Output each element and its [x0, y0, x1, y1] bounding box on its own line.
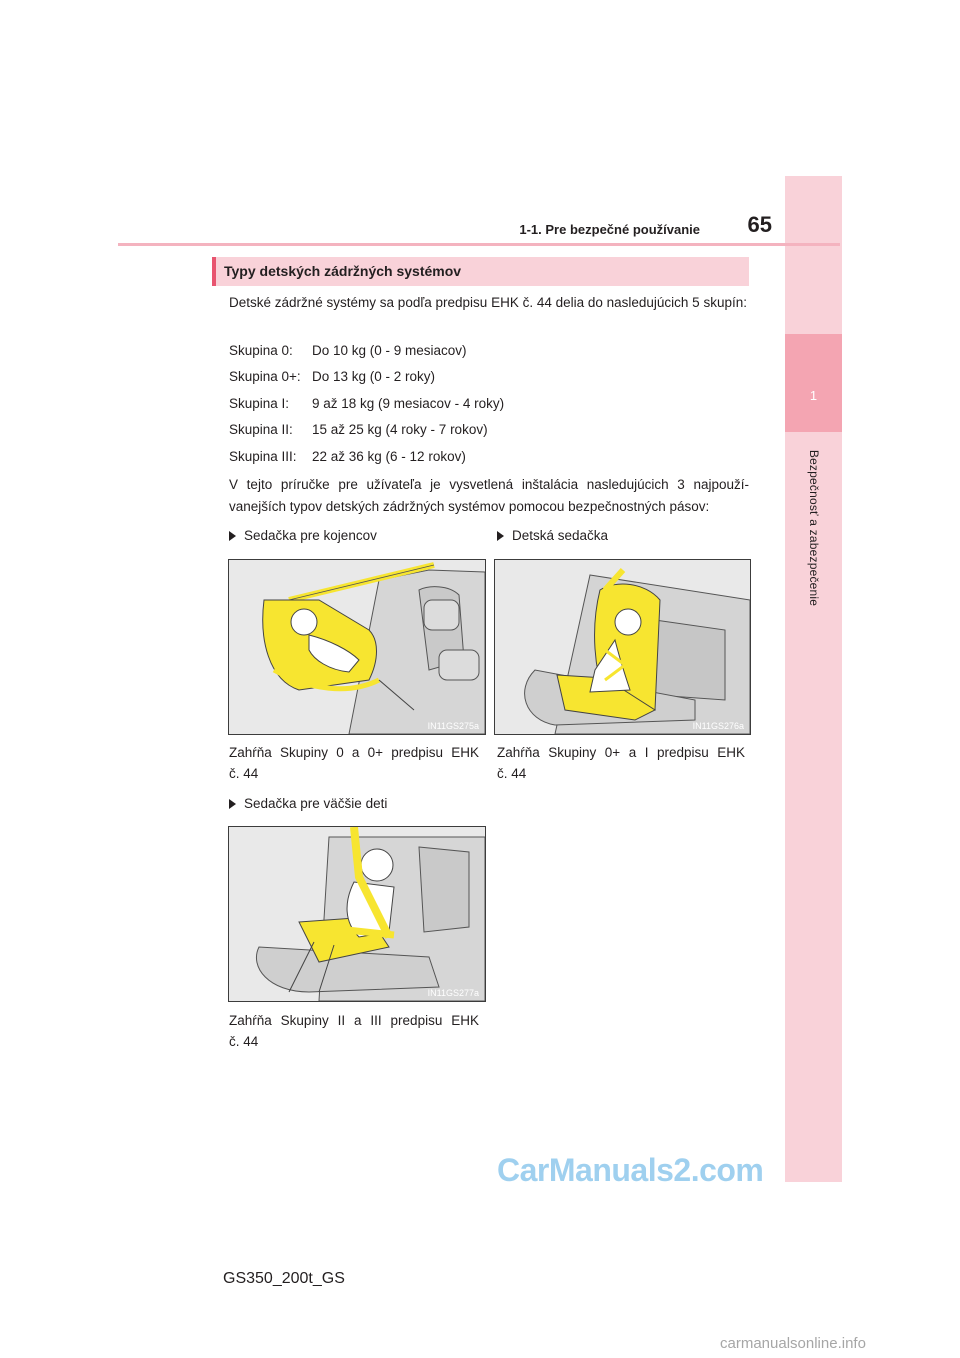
seat-bullet-booster: [229, 796, 387, 811]
figure-code: IN11GS276a: [692, 721, 744, 731]
header-divider: [118, 243, 840, 246]
carmanuals-watermark[interactable]: [497, 1152, 764, 1190]
booster-seat-drawing: [229, 827, 485, 1001]
carmanualsonline-watermark[interactable]: carmanualsonline.info: [720, 1335, 866, 1352]
child-seat-drawing: [495, 560, 750, 734]
chapter-title-vertical: [804, 440, 824, 616]
group-value: 9 až 18 kg (9 mesiacov - 4 roky): [312, 396, 505, 411]
seat-bullet-child: [497, 528, 608, 543]
group-row-4: [229, 449, 466, 464]
seat-bullet-infant: [229, 528, 377, 543]
group-row-3: [229, 422, 488, 437]
figure-code: IN11GS275a: [427, 721, 479, 731]
child-seat-illustration: [494, 559, 751, 735]
group-value: Do 10 kg (0 - 9 mesiacov): [312, 343, 467, 358]
footer-model-code: GS350_200t_GS: [223, 1270, 345, 1287]
group-row-2: [229, 396, 504, 411]
seat-caption-child: [497, 742, 745, 784]
bullet-triangle-icon: [497, 531, 504, 541]
explain-paragraph: V tejto príručke pre užívateľa je vysvetlená inštalácia nasledujúcich 3 najpoužívanejších typov detských zádržných systémov pomocou bezpečnostných pásov:: [229, 477, 749, 514]
bullet-triangle-icon: [229, 531, 236, 541]
group-label: Skupina II:: [229, 422, 293, 437]
seat-title: Detská sedačka: [512, 528, 609, 543]
group-row-0: [229, 343, 467, 358]
group-row-1: [229, 369, 435, 384]
caption-line-1: Zahŕňa Skupiny 0 a 0+ predpisu EHK: [229, 745, 479, 760]
group-value: 22 až 36 kg (6 - 12 rokov): [312, 449, 466, 464]
group-value: 15 až 25 kg (4 roky - 7 rokov): [312, 422, 488, 437]
caption-line-2: č. 44: [229, 766, 259, 781]
seat-caption-booster: [229, 1010, 479, 1052]
group-label: Skupina I:: [229, 396, 290, 411]
seat-caption-infant: [229, 742, 479, 784]
group-label: Skupina 0:: [229, 343, 293, 358]
caption-line-1: Zahŕňa Skupiny 0+ a I predpisu EHK: [497, 745, 745, 760]
booster-seat-illustration: [228, 826, 486, 1002]
group-label: Skupina III:: [229, 449, 297, 464]
figure-code: IN11GS277a: [427, 988, 479, 998]
section-title: Typy detských zádržných systémov: [224, 263, 462, 279]
section-title-bar: [212, 257, 749, 286]
group-value: Do 13 kg (0 - 2 roky): [312, 369, 436, 384]
intro-paragraph: Detské zádržné systémy sa podľa predpisu EHK č. 44 delia do nasledujúcich 5 skupín:: [229, 295, 747, 310]
bullet-triangle-icon: [229, 799, 236, 809]
infant-seat-illustration: [228, 559, 486, 735]
section-title-accent: [212, 257, 216, 286]
watermark-text: CarManuals2.com: [497, 1152, 764, 1188]
group-label: Skupina 0+:: [229, 369, 301, 384]
seat-title: Sedačka pre kojencov: [244, 528, 377, 543]
chapter-number: 1: [809, 388, 818, 403]
chapter-side-tab: [785, 176, 842, 1182]
caption-line-2: č. 44: [497, 766, 527, 781]
seat-title: Sedačka pre väčšie deti: [244, 796, 388, 811]
caption-line-1: Zahŕňa Skupiny II a III predpisu EHK: [229, 1013, 479, 1028]
header-section-title: 1-1. Pre bezpečné používanie: [519, 222, 700, 237]
caption-line-2: č. 44: [229, 1034, 259, 1049]
infant-seat-drawing: [229, 560, 485, 734]
chapter-title: Bezpečnosť a zabezpečenie: [807, 449, 821, 607]
page-number: 65: [747, 212, 772, 237]
chapter-number-tab[interactable]: [785, 334, 842, 432]
